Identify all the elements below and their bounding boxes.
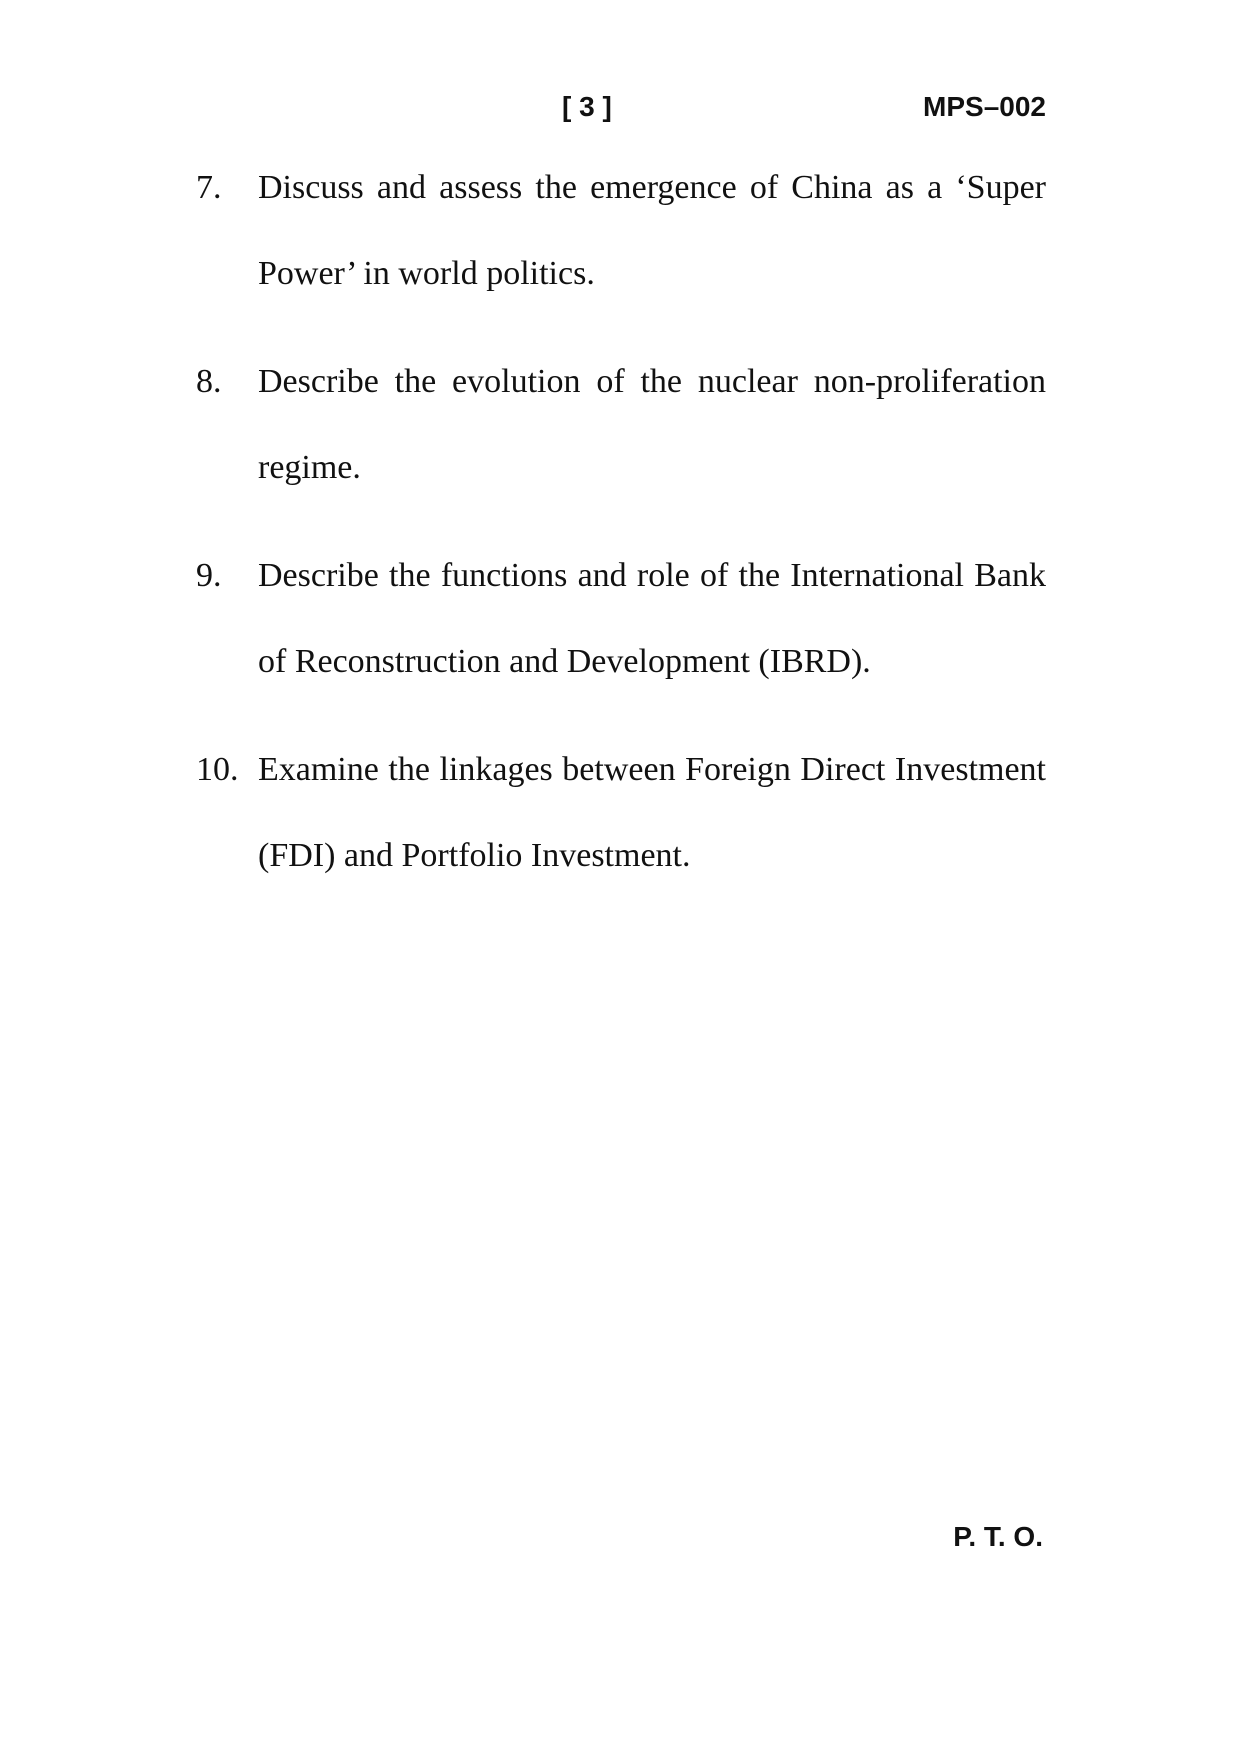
question-item: [196, 533, 1046, 705]
paper-code: MPS–002: [923, 91, 1046, 122]
question-text: Examine the linkages between Foreign Direct Investment (FDI) and Portfolio Investment.: [258, 751, 1046, 874]
page-number: [ 3 ]: [562, 91, 612, 122]
question-number: 7.: [196, 169, 222, 206]
question-list: [196, 145, 1046, 921]
question-text: Discuss and assess the emergence of China as a ‘Super Power’ in world politics.: [258, 169, 1046, 292]
question-number: 10.: [196, 751, 239, 788]
please-turn-over: P. T. O.: [953, 1521, 1043, 1552]
question-number: 9.: [196, 557, 222, 594]
question-item: [196, 727, 1046, 899]
question-text: Describe the functions and role of the International Bank of Reconstruction and Development (IBRD).: [258, 557, 1046, 680]
question-number: 8.: [196, 363, 222, 400]
question-text: Describe the evolution of the nuclear non-proliferation regime.: [258, 363, 1046, 486]
question-item: [196, 339, 1046, 511]
question-item: [196, 145, 1046, 317]
